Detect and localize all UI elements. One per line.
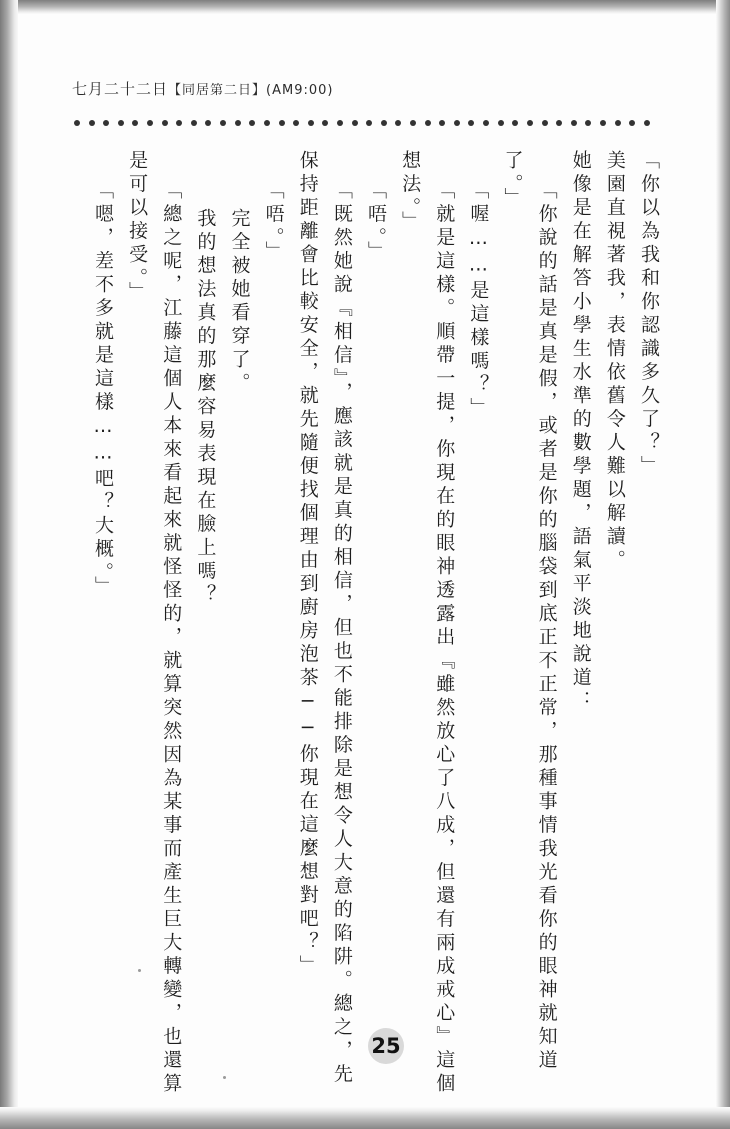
running-head xyxy=(72,78,333,99)
page-edge-top xyxy=(0,0,730,14)
text-column: 「你以為我和你認識多久了？」 xyxy=(638,150,660,479)
text-column: 「就是這樣。順帶一提，你現在的眼神透露出『雖然放心了八成，但還有兩成戒心』這個 xyxy=(433,180,456,1097)
text-column: 「你說的話是真是假，或者是你的腦袋到底正不正常，那種事情我光看你的眼神就知道 xyxy=(535,180,558,1073)
text-column: 「既然她說『相信』，應該就是真的相信，但也不能排除是想令人大意的陷阱。總之，先 xyxy=(330,180,353,1087)
text-column: 保持距離會比較安全，就先隨便找個理由到廚房泡茶──你現在這麼想對吧？」 xyxy=(296,150,319,979)
text-column: 美園直視著我，表情依舊令人難以解讀。 xyxy=(603,150,626,573)
text-column: 「唔。」 xyxy=(262,180,285,265)
text-column: 她像是在解答小學生水準的數學題，語氣平淡地說道： xyxy=(569,150,592,714)
page-edge-right xyxy=(716,0,730,1129)
text-column: 完全被她看穿了。 xyxy=(228,208,251,396)
text-column: 了。」 xyxy=(501,150,524,211)
text-column: 我的想法真的那麼容易表現在臉上嗎？ xyxy=(194,208,217,608)
text-column: 「喔……是這樣嗎？」 xyxy=(467,180,490,421)
page-number-value: 25 xyxy=(368,1028,404,1064)
running-head-chapter: 【同居第二日】 xyxy=(168,83,267,98)
page-edge-bottom xyxy=(0,1107,730,1129)
text-column: 是可以接受。」 xyxy=(126,150,149,305)
page-edge-left xyxy=(0,0,18,1129)
text-column: 「總之呢，江藤這個人本來看起來就怪怪的，就算突然因為某事而產生巨大轉變，也還算 xyxy=(160,180,183,1097)
text-column: 「嗯，差不多就是這樣……吧？大概。」 xyxy=(92,180,114,600)
text-column: 想法。」 xyxy=(399,150,422,235)
header-dotted-rule xyxy=(74,118,650,128)
text-column: 「唔。」 xyxy=(365,180,387,265)
page-number xyxy=(366,1028,406,1064)
running-head-time: (AM9:00) xyxy=(266,83,334,98)
running-head-date: 七月二十二日 xyxy=(72,80,169,98)
